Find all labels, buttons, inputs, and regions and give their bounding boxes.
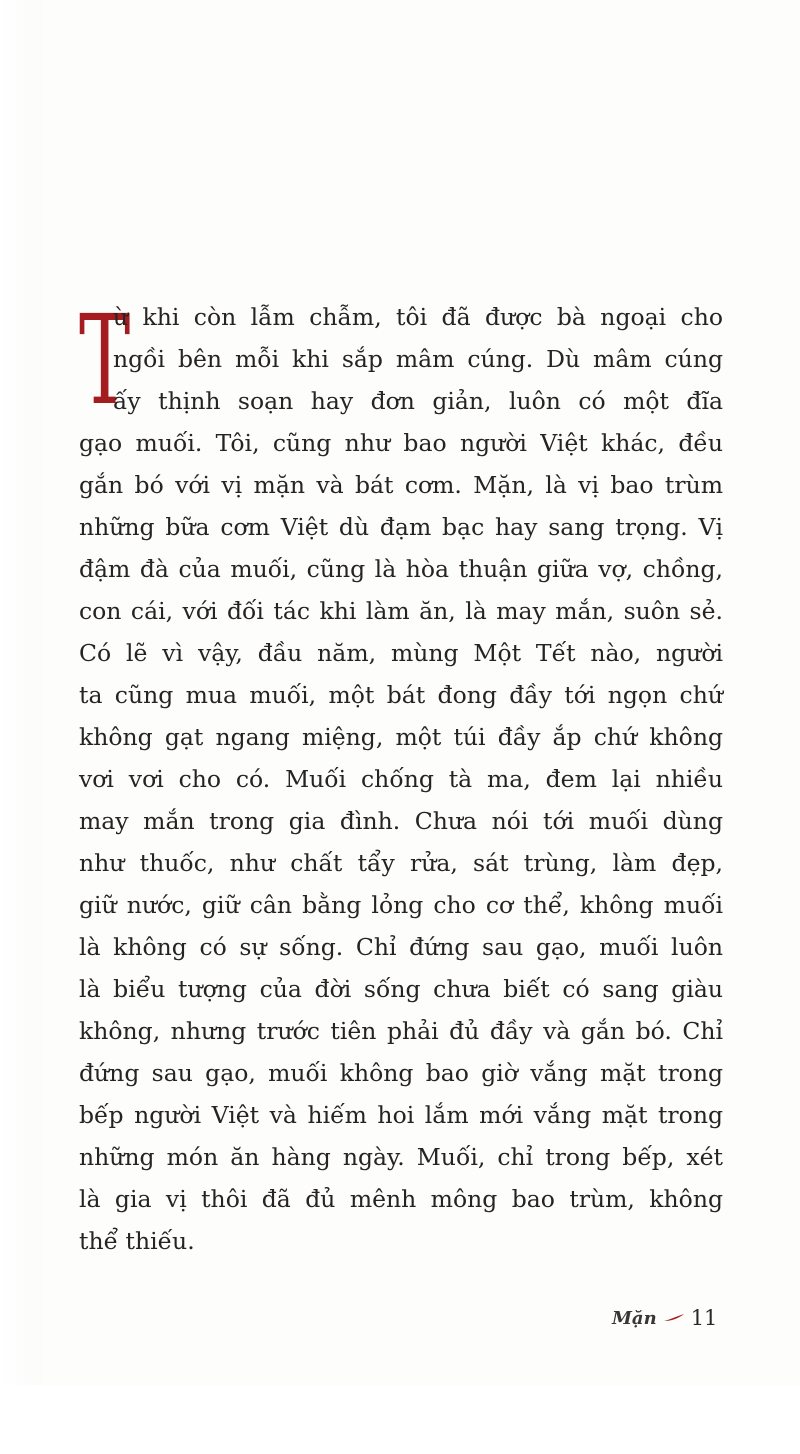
page-footer — [612, 1303, 717, 1333]
text-line-10: ta cũng mua muối, một bát đong đầy tới ngọn chứ — [79, 681, 723, 709]
text-line-8: con cái, với đối tác khi làm ăn, là may mắn, suôn sẻ. — [79, 597, 723, 625]
scan-edge-left — [0, 0, 42, 1454]
text-line-17: là biểu tượng của đời sống chưa biết có sang giàu — [79, 975, 723, 1003]
text-line-19: đứng sau gạo, muối không bao giờ vắng mặt trong — [79, 1059, 723, 1087]
text-line-20: bếp người Việt và hiếm hoi lắm mới vắng mặt trong — [79, 1101, 723, 1129]
text-line-22: là gia vị thôi đã đủ mênh mông bao trùm, không — [79, 1185, 723, 1213]
text-line-18: không, nhưng trước tiên phải đủ đầy và gắn bó. Chỉ — [79, 1017, 723, 1045]
text-line-12: vơi vơi cho có. Muối chống tà ma, đem lại nhiều — [79, 765, 723, 793]
text-line-14: như thuốc, như chất tẩy rửa, sát trùng, làm đẹp, — [79, 849, 723, 877]
text-line-23: thể thiếu. — [79, 1227, 195, 1255]
text-line-1: ừ khi còn lẫm chẫm, tôi đã được bà ngoại cho — [113, 303, 723, 331]
text-line-4: gạo muối. Tôi, cũng như bao người Việt khác, đều — [79, 429, 723, 457]
text-line-2: ngồi bên mỗi khi sắp mâm cúng. Dù mâm cúng — [113, 345, 723, 373]
text-line-11: không gạt ngang miệng, một túi đầy ắp chứ không — [79, 723, 723, 751]
brush-stroke-icon — [663, 1313, 685, 1323]
body-text — [79, 289, 723, 1262]
text-line-13: may mắn trong gia đình. Chưa nói tới muối dùng — [79, 807, 723, 835]
text-line-9: Có lẽ vì vậy, đầu năm, mùng Một Tết nào, người — [79, 639, 723, 667]
text-line-6: những bữa cơm Việt dù đạm bạc hay sang trọng. Vị — [79, 513, 723, 541]
text-line-15: giữ nước, giữ cân bằng lỏng cho cơ thể, không muối — [79, 891, 723, 919]
text-line-5: gắn bó với vị mặn và bát cơm. Mặn, là vị bao trùm — [79, 471, 723, 499]
text-line-3: ấy thịnh soạn hay đơn giản, luôn có một đĩa — [113, 387, 723, 415]
drop-cap: T — [79, 289, 131, 433]
text-line-21: những món ăn hàng ngày. Muối, chỉ trong bếp, xét — [79, 1143, 723, 1171]
text-line-7: đậm đà của muối, cũng là hòa thuận giữa vợ, chồng, — [79, 555, 723, 583]
section-title: Mặn — [612, 1307, 657, 1329]
scan-edge-bottom — [0, 1385, 800, 1454]
text-line-16: là không có sự sống. Chỉ đứng sau gạo, muối luôn — [79, 933, 723, 961]
page-number: 11 — [690, 1306, 718, 1330]
